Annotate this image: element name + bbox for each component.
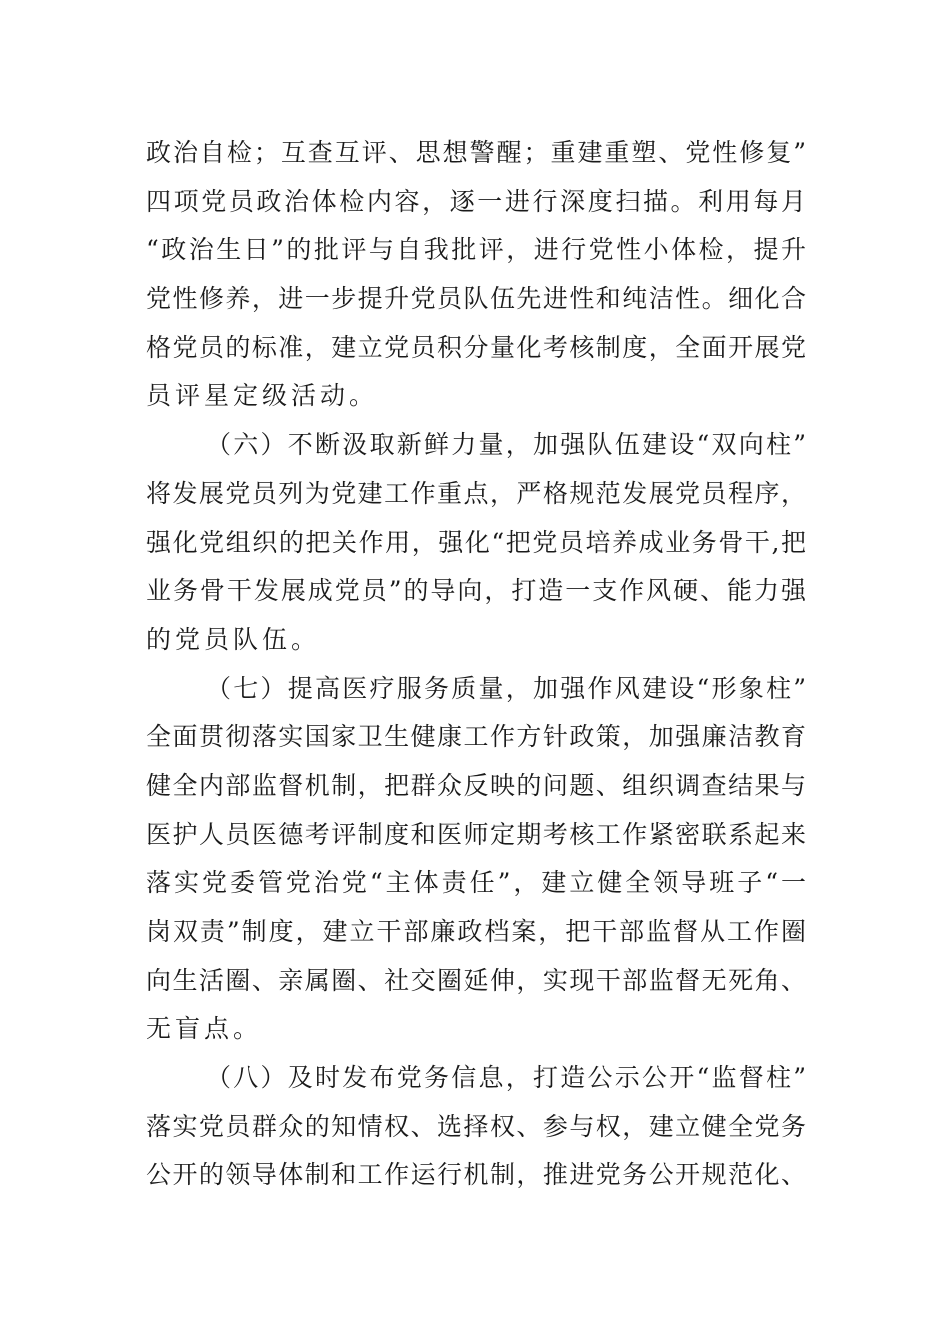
text-line: 公开的领导体制和工作运行机制，推进党务公开规范化、	[146, 1160, 806, 1190]
section-heading-eight: （八）及时发布党务信息，打造公示公开“监督柱”	[206, 1063, 806, 1093]
text-line: “政治生日”的批评与自我批评，进行党性小体检，提升	[146, 235, 806, 265]
text-line: 的党员队伍。	[146, 624, 321, 654]
text-line: 落实党委管党治党“主体责任”，建立健全领导班子“一	[146, 868, 806, 898]
text-line: 四项党员政治体检内容，逐一进行深度扫描。利用每月	[146, 186, 806, 216]
text-line: 健全内部监督机制，把群众反映的问题、组织调查结果与	[146, 770, 806, 800]
text-line: 医护人员医德考评制度和医师定期考核工作紧密联系起来	[146, 819, 806, 849]
document-body	[146, 129, 806, 1200]
text-line: 落实党员群众的知情权、选择权、参与权，建立健全党务	[146, 1111, 806, 1141]
text-line: 岗双责”制度，建立干部廉政档案，把干部监督从工作圈	[146, 917, 806, 946]
text-line: 格党员的标准，建立党员积分量化考核制度，全面开展党	[146, 332, 806, 362]
section-heading-six: （六）不断汲取新鲜力量，加强队伍建设“双向柱”	[206, 430, 806, 460]
text-line: 向生活圈、亲属圈、社交圈延伸，实现干部监督无死角、	[146, 965, 806, 995]
text-line: 将发展党员列为党建工作重点，严格规范发展党员程序，	[146, 478, 806, 508]
text-line: 全面贯彻落实国家卫生健康工作方针政策，加强廉洁教育	[146, 722, 806, 752]
text-line: 无盲点。	[146, 1014, 263, 1044]
text-line: 党性修养，进一步提升党员队伍先进性和纯洁性。细化合	[146, 284, 806, 314]
text-line: 业务骨干发展成党员”的导向，打造一支作风硬、能力强	[146, 576, 806, 606]
text-line: 员评星定级活动。	[146, 381, 379, 411]
text-line: 强化党组织的把关作用，强化“把党员培养成业务骨干,把	[146, 527, 806, 557]
section-heading-seven: （七）提高医疗服务质量，加强作风建设“形象柱”	[206, 673, 806, 703]
text-line: 政治自检；互查互评、思想警醒；重建重塑、党性修复”	[146, 138, 806, 167]
